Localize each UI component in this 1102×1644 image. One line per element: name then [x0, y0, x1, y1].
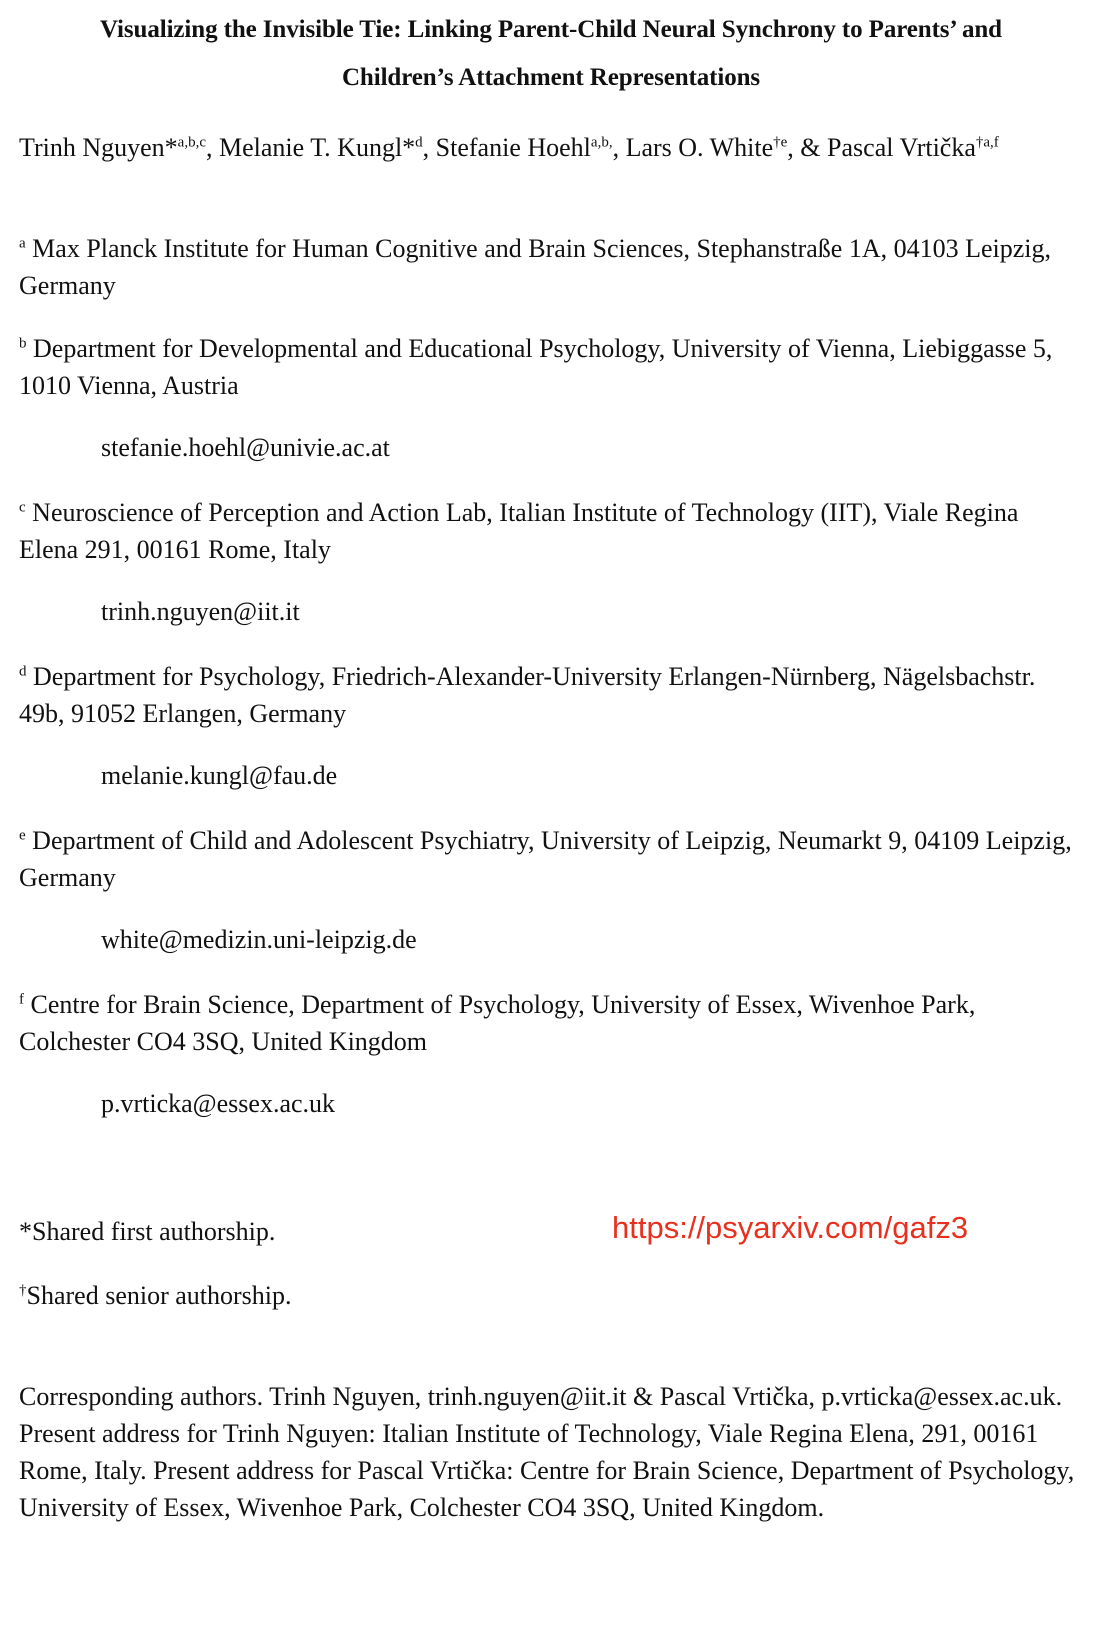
paper-title	[0, 6, 1102, 102]
author: Pascal Vrtička$^{\dagger a,f}$	[827, 133, 999, 162]
email-d[interactable]: melanie.kungl@fau.de	[101, 761, 338, 790]
corresponding-authors: Corresponding authors. Trinh Nguyen, trinh.nguyen@iit.it & Pascal Vrtička, p.vrticka@essex.ac.uk. Present address for Trinh Nguyen: Italian Institute of Technology, Viale Regina Elena, 291, 00161 Rome, Italy. Present address for Pascal Vrtička: Centre for Brain Science, Department of Psychology, University of Essex, Wivenhoe Park, Colchester CO4 3SQ, United Kingdom.	[19, 1382, 1075, 1522]
author-list: Trinh Nguyen*$^{a,b,c}$, Melanie T. Kungl*$^d$, Stefanie Hoehl$^{a,b,}$, Lars O. White$^{\dagger e}$, & Pascal Vrtička$^{\dagger a,f}$	[19, 133, 999, 162]
affiliation-c: $^c$ Neuroscience of Perception and Action Lab, Italian Institute of Technology (IIT), Viale Regina Elena 291, 00161 Rome, Italy	[19, 498, 1019, 564]
author: Lars O. White$^{\dagger e}$	[625, 133, 788, 162]
title-line-1: Visualizing the Invisible Tie: Linking Parent-Child Neural Synchrony to Parents’ and	[100, 16, 1002, 43]
affiliation-b: $^b$ Department for Developmental and Educational Psychology, University of Vienna, Liebiggasse 5, 1010 Vienna, Austria	[19, 334, 1053, 400]
author: Melanie T. Kungl*$^d$	[219, 133, 423, 162]
author: Trinh Nguyen*$^{a,b,c}$	[19, 133, 206, 162]
affiliation-a: $^a$ Max Planck Institute for Human Cognitive and Brain Sciences, Stephanstraße 1A, 04103 Leipzig, Germany	[19, 234, 1052, 300]
email-f[interactable]: p.vrticka@essex.ac.uk	[101, 1089, 336, 1118]
email-b[interactable]: stefanie.hoehl@univie.ac.at	[101, 433, 390, 462]
shared-senior-note: †Shared senior authorship.	[19, 1281, 292, 1310]
affiliation-f: $^f$ Centre for Brain Science, Department of Psychology, University of Essex, Wivenhoe Park, Colchester CO4 3SQ, United Kingdom	[19, 990, 976, 1056]
affiliation-e: $^e$ Department of Child and Adolescent Psychiatry, University of Leipzig, Neumarkt 9, 04109 Leipzig, Germany	[19, 826, 1072, 892]
shared-first-note: *Shared first authorship.	[19, 1217, 276, 1246]
author: Stefanie Hoehl$^{a,b,}$	[435, 133, 613, 162]
title-line-2: Children’s Attachment Representations	[341, 64, 761, 91]
affiliation-d: $^d$ Department for Psychology, Friedrich-Alexander-University Erlangen-Nürnberg, Nägelsbachstr. 49b, 91052 Erlangen, Germany	[19, 662, 1036, 728]
email-e[interactable]: white@medizin.uni-leipzig.de	[101, 925, 417, 954]
preprint-link[interactable]: https://psyarxiv.com/gafz3	[612, 1210, 969, 1245]
email-c[interactable]: trinh.nguyen@iit.it	[101, 597, 300, 626]
